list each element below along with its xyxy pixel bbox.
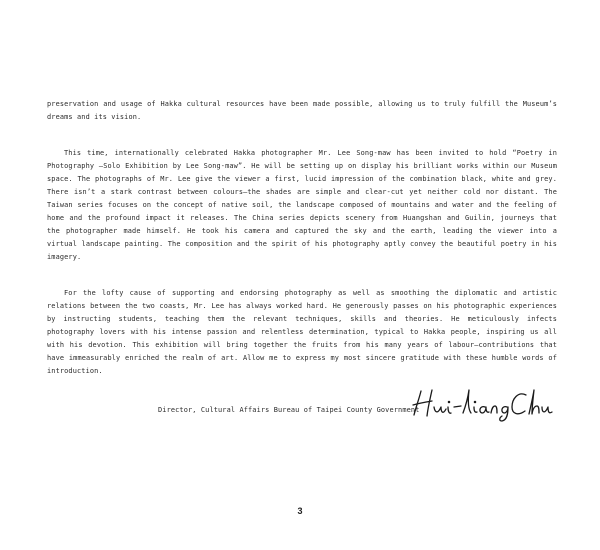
paragraph-1: preservation and usage of Hakka cultural resources have been made possible, allowing us to truly fulfill the Museum’s dreams and its vision. [47, 100, 557, 121]
signatory-title: Director, Cultural Affairs Bureau of Taipei County Government [158, 406, 420, 414]
paragraph-3: For the lofty cause of supporting and endorsing photography as well as smoothing the diplomatic and artistic relations between the two coasts, Mr. Lee has always worked hard. He generously passes on his photographic experiences by instructing students, teaching them the relevant techniques, skills and theories. He meticulously infects photography lovers with his intense passion and relentless determination, typical to Hakka people, inspiring us all with his devotion. This exhibition will bring together the fruits from his many years of labour—contributions that have immeasurably enriched the realm of art. Allow me to express my most sincere gratitude with these humble words of introduction. [47, 289, 557, 375]
signature-block [158, 385, 568, 425]
paragraph-2: This time, internationally celebrated Hakka photographer Mr. Lee Song-maw has been invited to hold “Poetry in Photography —Solo Exhibition by Lee Song-maw”. He will be setting up on display his brilliant works within our Museum space. The photographs of Mr. Lee give the viewer a first, lucid impression of the combination black, white and grey. There isn’t a stark contrast between colours—the shades are simple and clear-cut yet neither cold nor distant. The Taiwan series focuses on the concept of native soil, the landscape composed of mountains and water and the feeling of home and the profound impact it releases. The China series depicts scenery from Huangshan and Guilin, journeys that the photographer made himself. He took his camera and captured the sky and the earth, leading the viewer into a virtual landscape painting. The composition and the spirit of his photography aptly convey the beautiful poetry in his imagery. [47, 149, 557, 261]
handwritten-signature [408, 385, 558, 425]
page-number: 3 [297, 506, 303, 516]
body-text [47, 98, 557, 401]
